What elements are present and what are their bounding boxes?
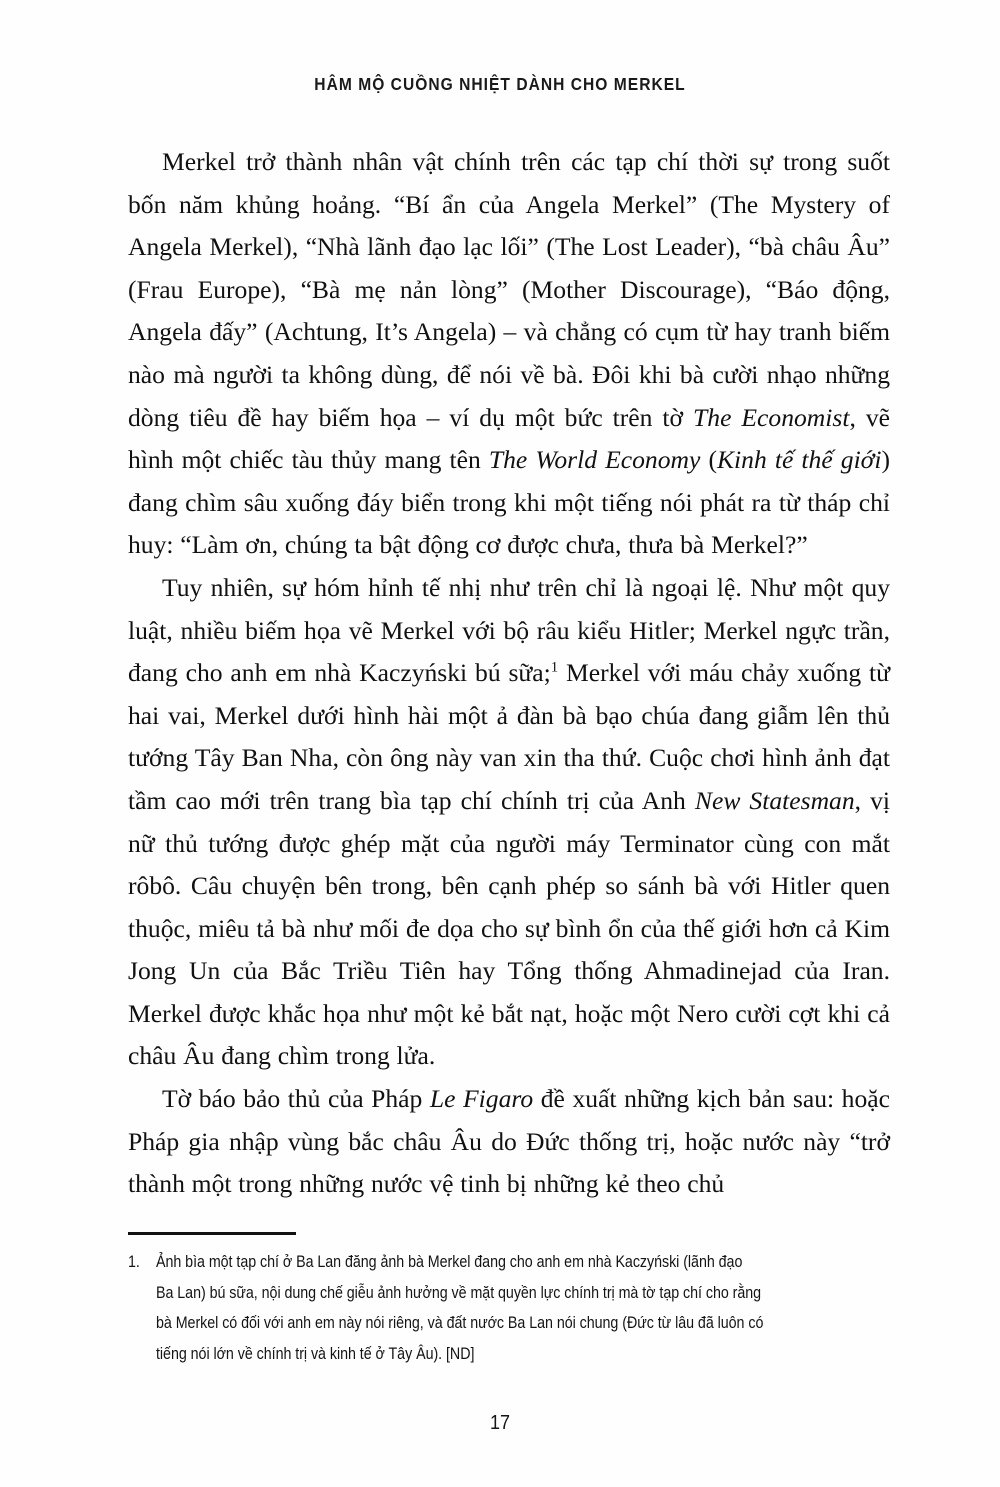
- footnote-text: [156, 1247, 792, 1369]
- running-head: HÂM MỘ CUỒNG NHIỆT DÀNH CHO MERKEL: [314, 74, 686, 94]
- italic-run: The World Economy: [488, 445, 701, 475]
- footnote-reference: 1: [550, 659, 559, 676]
- footnote-block: [128, 1247, 896, 1369]
- footnote-line: Ba Lan) bú sữa, nội dung chế giễu ảnh hưởng về mặt quyền lực chính trị mà tờ tạp chí cho rằng: [156, 1282, 762, 1302]
- paragraph-2: [128, 567, 890, 1078]
- text-run: ) đang chìm sâu xuống đáy biển trong khi một tiếng nói phát ra từ tháp chỉ huy: “Làm ơn, chúng ta bật động cơ được chưa, thưa bà Merkel?”: [128, 445, 890, 560]
- text-run: , vị nữ thủ tướng được ghép mặt của người máy Terminator cùng con mắt rôbô. Câu chuyện bên trong, bên cạnh phép so sánh bà với Hitler quen thuộc, miêu tả bà như mối đe dọa cho sự bình ổn của thế giới hơn cả Kim Jong Un của Bắc Triều Tiên hay Tổng thống Ahmadinejad của Iran. Merkel được khắc họa như một kẻ bắt nạt, hoặc một Nero cười cợt khi cả châu Âu đang chìm trong lửa.: [128, 785, 891, 1071]
- text-run: Merkel với máu chảy xuống từ hai vai, Merkel dưới hình hài một ả đàn bà bạo chúa đang giẫm lên thủ tướng Tây Ban Nha, còn ông này van xin tha thứ. Cuộc chơi hình ảnh đạt tầm cao mới trên trang bìa tạp chí chính trị của Anh: [128, 658, 890, 815]
- text-run: đề xuất những kịch bản sau: hoặc Pháp gia nhập vùng bắc châu Âu do Đức thống trị, hoặc nước này “trở thành một trong những nước vệ tinh bị những kẻ theo chủ: [128, 1084, 890, 1199]
- footnote-number: 1.: [128, 1252, 140, 1271]
- paragraph-1: [128, 141, 890, 567]
- italic-run: The Economist: [693, 402, 850, 432]
- body-text-block: [128, 141, 890, 1206]
- italic-run: Le Figaro: [429, 1084, 534, 1114]
- italic-run: Kinh tế thế giới: [716, 445, 882, 475]
- text-run: Merkel trở thành nhân vật chính trên các tạp chí thời sự trong suốt bốn năm khủng hoảng. “Bí ẩn của Angela Merkel” (The Mystery of Angela Merkel), “Nhà lãnh đạo lạc lối” (The Lost Leader), “bà châu Âu” (Frau Europe), “Bà mẹ nản lòng” (Mother Discourage), “Báo động, Angela đấy” (Achtung, It’s Angela) – và chẳng có cụm từ hay tranh biếm nào mà người ta không dùng, để nói về bà. Đôi khi bà cười nhạo những dòng tiêu đề hay biếm họa – ví dụ một bức trên tờ: [128, 147, 890, 432]
- text-run: , vẽ hình một chiếc tàu thủy mang tên: [128, 402, 890, 475]
- footnote-line: Ảnh bìa một tạp chí ở Ba Lan đăng ảnh bà Merkel đang cho anh em nhà Kaczyński (lãnh đạo: [156, 1252, 743, 1271]
- text-run: Tuy nhiên, sự hóm hỉnh tế nhị như trên chỉ là ngoại lệ. Như một quy luật, nhiều biếm họa vẽ Merkel với bộ râu kiểu Hitler; Merkel ngực trần, đang cho anh em nhà Kaczyński bú sữa;: [128, 572, 890, 688]
- text-run: Tờ báo bảo thủ của Pháp: [162, 1084, 430, 1114]
- footnote-line: bà Merkel có đối với anh em này nói riêng, và đất nước Ba Lan nói chung (Đức từ lâu đã luôn có: [156, 1313, 764, 1332]
- paragraph-3: [128, 1078, 890, 1206]
- page-number: 17: [489, 1412, 511, 1434]
- footnote-item-1: [128, 1247, 896, 1369]
- footnote-separator-rule: [128, 1232, 296, 1235]
- italic-run: New Statesman: [694, 785, 855, 815]
- text-run: (: [700, 445, 717, 475]
- footnote-line: tiếng nói lớn về chính trị và kinh tế ở Tây Âu). [ND]: [156, 1343, 475, 1363]
